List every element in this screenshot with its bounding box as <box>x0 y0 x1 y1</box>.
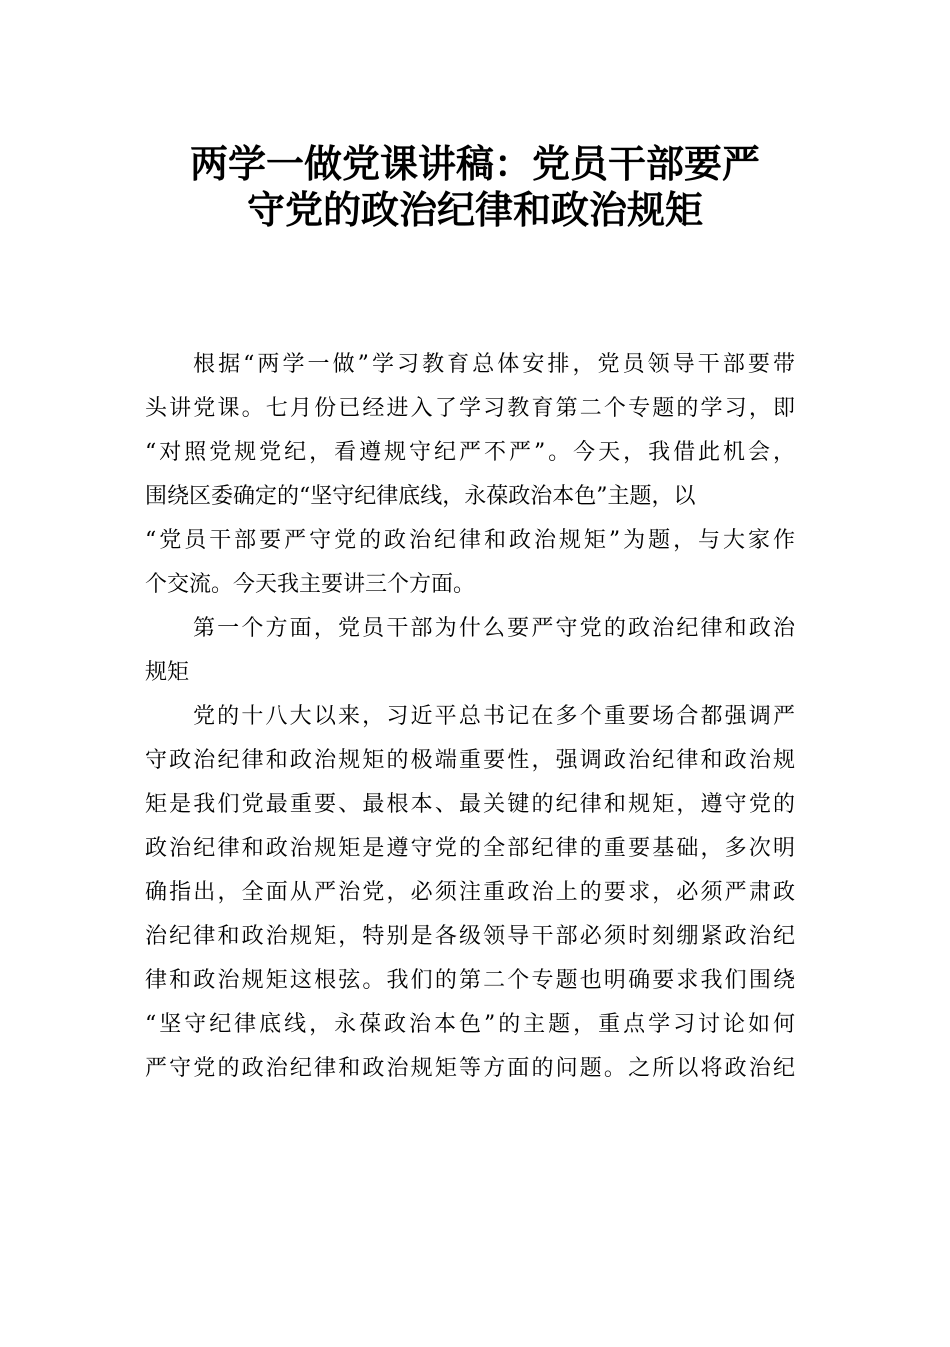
title-line: 守党的政治纪律和政治规矩 <box>246 188 703 232</box>
text-line: 第一个方面，党员干部为什么要严守党的政治纪律和政治 <box>193 616 795 641</box>
text-line: 规矩 <box>145 660 190 685</box>
text-line: 确指出，全面从严治党，必须注重政治上的要求，必须严肃政 <box>145 880 795 905</box>
text-line: “对照党规党纪，看遵规守纪严不严”。今天，我借此机会， <box>145 440 795 465</box>
text-line: 律和政治规矩这根弦。我们的第二个专题也明确要求我们围绕 <box>145 968 795 993</box>
text-line: 党的十八大以来，习近平总书记在多个重要场合都强调严 <box>193 704 795 729</box>
paragraph-body <box>145 695 795 1091</box>
text-line: 头讲党课。七月份已经进入了学习教育第二个专题的学习，即 <box>145 396 795 421</box>
text-line: 守政治纪律和政治规矩的极端重要性，强调政治纪律和政治规 <box>145 748 795 773</box>
text-line: 围绕区委确定的“坚守纪律底线，永葆政治本色”主题，以 <box>145 484 696 509</box>
text-line: “党员干部要严守党的政治纪律和政治规矩”为题，与大家作 <box>145 528 795 553</box>
text-line: “坚守纪律底线，永葆政治本色”的主题，重点学习讨论如何 <box>145 1012 795 1037</box>
document-title <box>0 141 950 233</box>
title-line: 两学一做党课讲稿：党员干部要严 <box>189 142 760 186</box>
text-line: 矩是我们党最重要、最根本、最关键的纪律和规矩，遵守党的 <box>145 792 795 817</box>
text-line: 根据“两学一做”学习教育总体安排，党员领导干部要带 <box>193 352 795 377</box>
document-body <box>145 343 795 1091</box>
paragraph-intro <box>145 343 795 607</box>
text-line: 政治纪律和政治规矩是遵守党的全部纪律的重要基础，多次明 <box>145 836 795 861</box>
paragraph-section-heading <box>145 607 795 695</box>
text-line: 治纪律和政治规矩，特别是各级领导干部必须时刻绷紧政治纪 <box>145 924 795 949</box>
text-line: 严守党的政治纪律和政治规矩等方面的问题。之所以将政治纪 <box>145 1056 795 1081</box>
text-line: 个交流。今天我主要讲三个方面。 <box>145 572 476 597</box>
